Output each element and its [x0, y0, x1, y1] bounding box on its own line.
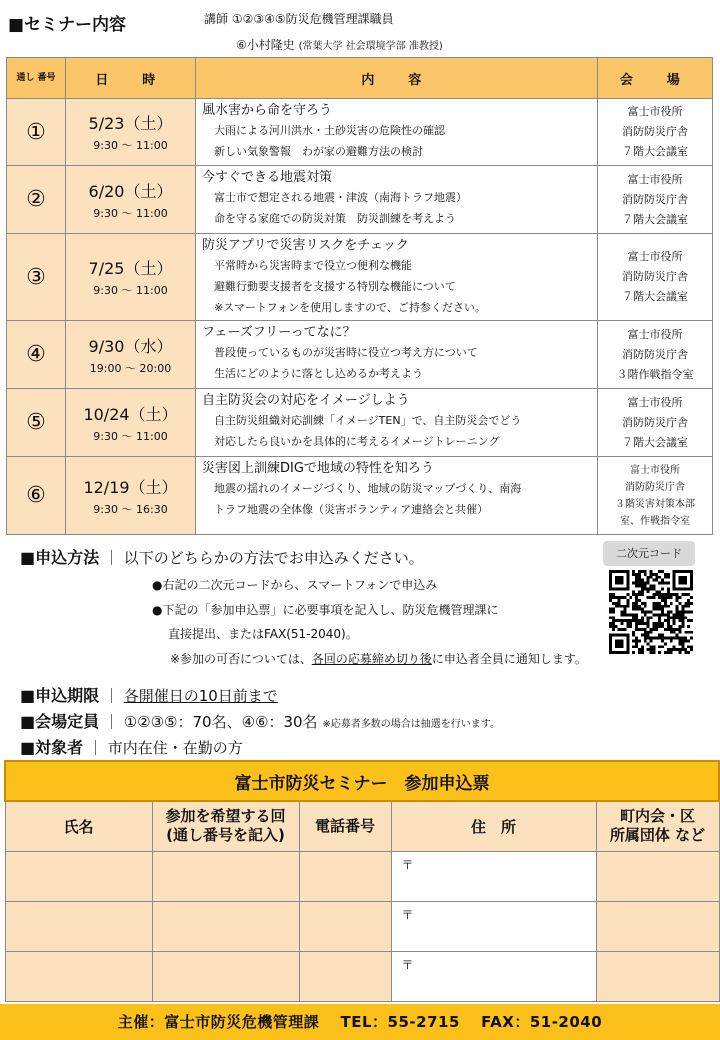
session-datetime	[66, 234, 196, 321]
session-time: 9:30 ～ 11:00	[93, 284, 168, 297]
form-header-row	[5, 801, 719, 851]
target-label: ■対象者	[20, 738, 84, 757]
col-serial-number: 通し 番号	[7, 58, 66, 99]
session-venue	[598, 389, 713, 457]
content-detail: 対応したら良いかを具体的に考えるイメージトレーニング	[214, 435, 500, 448]
session-datetime	[66, 321, 196, 389]
col-content: 内 容	[196, 58, 598, 99]
capacity-note: ※応募者多数の場合は抽選を行います。	[322, 719, 500, 730]
col-session-line2: (通し番号を記入)	[166, 826, 285, 845]
separator: ｜	[103, 687, 119, 705]
seminar-row	[7, 166, 713, 234]
capacity-label: ■会場定員	[20, 712, 100, 731]
venue-line: ７階大会議室	[622, 290, 688, 303]
lecturer-line-2	[236, 36, 443, 53]
capacity-text: ①②③⑤：70名、④⑥：30名	[123, 713, 318, 731]
form-entry-row	[5, 901, 719, 951]
session-venue	[598, 321, 713, 389]
session-content	[196, 321, 598, 389]
venue-line: 消防防災庁舎	[625, 481, 685, 493]
seminar-row	[7, 457, 713, 535]
postal-mark: 〒	[401, 907, 414, 922]
session-time: 9:30 ～ 16:30	[93, 502, 168, 516]
content-detail: 避難行動要支援者を支援する特別な機能について	[214, 280, 456, 293]
session-content	[196, 457, 598, 535]
group-field[interactable]	[596, 901, 719, 951]
capacity-line	[20, 709, 500, 732]
lecturer-line-1: 講師 ①②③④⑤防災危機管理課職員	[204, 12, 394, 26]
application-info	[20, 545, 600, 667]
method-text: 以下のどちらかの方法でお申込みください。	[123, 549, 424, 567]
session-date: 10/24（土）	[83, 404, 178, 424]
content-detail: 自主防災組織対応訓練「イメージTEN」で、自主防災会でどう	[214, 414, 522, 427]
content-detail: 生活にどのように落とし込めるか考えよう	[214, 367, 423, 380]
form-entry-row	[5, 851, 719, 901]
session-date: 7/25（土）	[88, 259, 173, 278]
venue-line: 富士市役所	[627, 395, 683, 409]
note-text-underlined: 各回の応募締め切り後	[311, 652, 432, 666]
col-venue: 会 場	[598, 58, 713, 99]
phone-field[interactable]	[299, 901, 391, 951]
lecturer-affiliation: (常葉大学 社会環境学部 准教授)	[298, 41, 443, 52]
seminar-row	[7, 389, 713, 457]
venue-line: 富士市役所	[627, 105, 683, 118]
content-detail: 命を守る家庭での防災対策 防災訓練を考えよう	[214, 212, 456, 225]
venue-line: ７階大会議室	[622, 212, 688, 226]
seminar-row	[7, 99, 713, 166]
content-title: 自主防災会の対応をイメージしよう	[202, 393, 410, 408]
postal-mark: 〒	[401, 857, 414, 872]
col-session-line1: 参加を希望する回	[165, 806, 286, 825]
content-detail: ※スマートフォンを使用しますので、ご持参ください。	[214, 301, 486, 314]
session-content	[196, 234, 598, 321]
name-field[interactable]	[5, 851, 152, 901]
session-venue	[598, 166, 713, 234]
deadline-line	[20, 683, 278, 706]
venue-line: 室、作戦指令室	[620, 515, 690, 527]
session-number: ②	[7, 166, 66, 234]
form-entry-row	[5, 951, 719, 1001]
venue-line: 消防防災庁舎	[622, 415, 688, 429]
session-time: 9:30 ～ 11:00	[93, 206, 168, 220]
session-number: ⑥	[7, 457, 66, 535]
col-address: 住 所	[391, 801, 596, 851]
notification-note	[170, 650, 600, 667]
method-bullet-qr: ●右記の二次元コードから、スマートフォンで申込み	[152, 578, 438, 592]
name-field[interactable]	[5, 901, 152, 951]
section-title: ■セミナー内容	[8, 15, 127, 35]
address-field[interactable]	[391, 951, 596, 1001]
content-detail: トラフ地震の全体像（災害ボランティア連絡会と共催）	[214, 503, 489, 516]
qr-code-label: 二次元コード	[603, 541, 695, 566]
session-field[interactable]	[152, 851, 299, 901]
col-group	[596, 801, 719, 851]
content-detail: 普段使っているものが災害時に役立つ考え方について	[214, 346, 478, 359]
address-field[interactable]	[391, 901, 596, 951]
note-text-post: に申込者全員に通知します。	[431, 652, 587, 666]
session-datetime	[66, 389, 196, 457]
session-content	[196, 389, 598, 457]
col-phone: 電話番号	[299, 801, 391, 851]
col-date: 日 時	[66, 58, 196, 99]
organizer-footer: 主催：富士市防災危機管理課 TEL：55-2715 FAX：51-2040	[0, 1004, 720, 1040]
group-field[interactable]	[596, 951, 719, 1001]
session-datetime	[66, 457, 196, 535]
phone-field[interactable]	[299, 851, 391, 901]
postal-mark: 〒	[401, 957, 414, 972]
seminar-row	[7, 321, 713, 389]
content-title: 風水害から命を守ろう	[202, 103, 333, 118]
qr-code[interactable]	[609, 570, 693, 654]
venue-line: 消防防災庁舎	[622, 347, 688, 361]
session-number: ⑤	[7, 389, 66, 457]
target-text: 市内在住・在勤の方	[107, 739, 243, 757]
session-venue	[598, 99, 713, 166]
venue-line: ３階作戦指令室	[616, 367, 694, 381]
venue-line: ７階大会議室	[622, 435, 688, 449]
separator: ｜	[103, 713, 119, 731]
col-group-line1: 町内会・区	[620, 806, 696, 825]
venue-line: 消防防災庁舎	[622, 125, 688, 138]
col-session	[152, 801, 299, 851]
session-field[interactable]	[152, 901, 299, 951]
col-name: 氏名	[5, 801, 152, 851]
session-number: ④	[7, 321, 66, 389]
session-datetime	[66, 166, 196, 234]
session-date: 6/20（土）	[88, 181, 173, 201]
session-time: 9:30 ～ 11:00	[93, 139, 168, 152]
form-title: 富士市防災セミナー 参加申込票	[5, 761, 719, 801]
content-title: フェーズフリーってなに？	[202, 325, 356, 340]
venue-line: 消防防災庁舎	[622, 270, 688, 283]
content-detail: 富士市で想定される地震・津波（南海トラフ地震）	[214, 191, 467, 204]
name-field[interactable]	[5, 951, 152, 1001]
venue-line: 富士市役所	[627, 172, 683, 186]
deadline-text: 各開催日の10日前まで	[123, 687, 278, 705]
group-field[interactable]	[596, 851, 719, 901]
session-date: 9/30（水）	[88, 336, 173, 356]
seminar-table	[6, 57, 713, 535]
session-content	[196, 166, 598, 234]
session-venue	[598, 234, 713, 321]
separator: ｜	[87, 739, 103, 757]
content-detail: 平常時から災害時まで役立つ便利な機能	[214, 259, 412, 272]
method-line	[20, 545, 600, 568]
session-datetime	[66, 99, 196, 166]
content-detail: 新しい気象警報 わが家の避難方法の検討	[214, 145, 423, 158]
content-detail: 大雨による河川洪水・土砂災害の危険性の確認	[214, 124, 445, 137]
content-title: 防災アプリで災害リスクをチェック	[202, 238, 409, 253]
venue-line: ７階大会議室	[622, 145, 688, 158]
venue-line: 富士市役所	[627, 250, 683, 263]
col-group-line2: 所属団体 など	[609, 826, 706, 845]
session-field[interactable]	[152, 951, 299, 1001]
target-line	[20, 735, 243, 758]
seminar-row	[7, 234, 713, 321]
session-date: 5/23（土）	[88, 114, 173, 133]
session-number: ①	[7, 99, 66, 166]
venue-line: 富士市役所	[627, 327, 683, 341]
application-form	[4, 760, 720, 1002]
address-field[interactable]	[391, 851, 596, 901]
content-detail: 地震の揺れのイメージづくり、地域の防災マップづくり、南海	[214, 482, 522, 495]
venue-line: ３階災害対策本部	[615, 498, 695, 510]
session-date: 12/19（土）	[83, 477, 178, 497]
seminar-table-header	[7, 58, 713, 99]
method-bullet-form: ●下記の「参加申込票」に必要事項を記入し、防災危機管理課に	[152, 603, 499, 617]
venue-line: 富士市役所	[630, 464, 680, 476]
session-number: ③	[7, 234, 66, 321]
content-title: 今すぐできる地震対策	[202, 170, 333, 185]
lecturer-name: ⑥小村隆史	[236, 38, 295, 52]
session-venue	[598, 457, 713, 535]
session-time: 19:00 ～ 20:00	[89, 361, 172, 375]
content-title: 災害図上訓練DIGで地域の特性を知ろう	[202, 461, 434, 476]
deadline-label: ■申込期限	[20, 686, 100, 705]
seminar-header	[8, 6, 712, 58]
separator: ｜	[103, 549, 119, 567]
phone-field[interactable]	[299, 951, 391, 1001]
session-content	[196, 99, 598, 166]
method-bullet-form-cont: 直接提出、またはFAX(51-2040)。	[168, 627, 358, 641]
venue-line: 消防防災庁舎	[622, 192, 688, 206]
note-text-pre: ※参加の可否については、	[170, 652, 312, 666]
method-label: ■申込方法	[20, 548, 100, 567]
session-time: 9:30 ～ 11:00	[93, 429, 168, 443]
